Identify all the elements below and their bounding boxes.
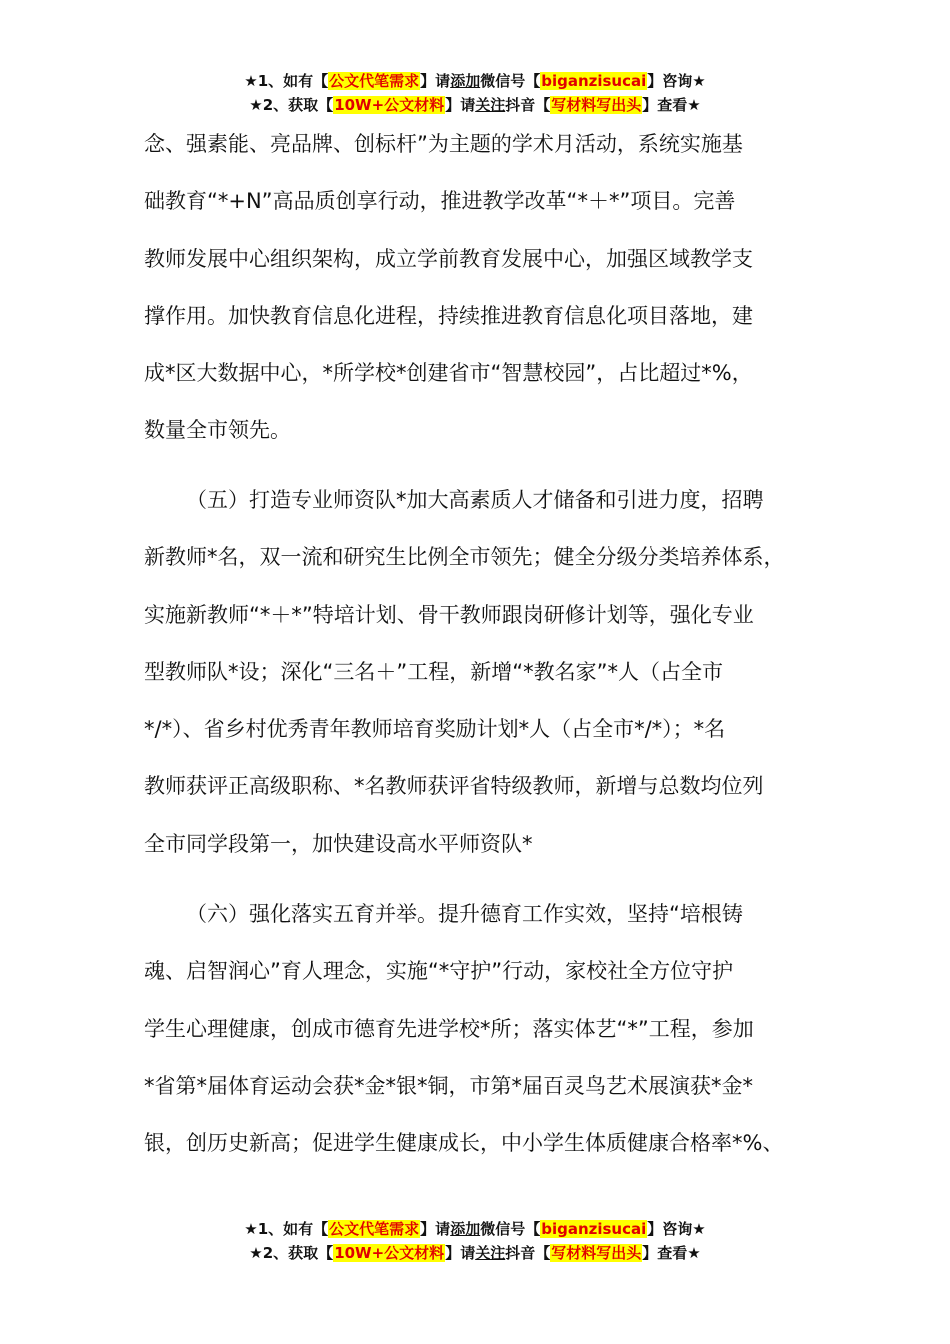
promo-text: 】请 <box>445 1244 476 1262</box>
text-line: 新教师*名，双一流和研究生比例全市领先；健全分级分类培养体系， <box>144 545 785 570</box>
text-line: （五）打造专业师资队*加大高素质人才储备和引进力度，招聘 <box>186 488 764 512</box>
text-line: （六）强化落实五育并举。提升德育工作实效，坚持“培根铸 <box>186 902 743 926</box>
text-line: 银，创历史新高；促进学生健康成长，中小学生体质健康合格率*%、 <box>144 1131 784 1156</box>
highlight-douyin-id: 写材料写出头 <box>551 96 642 114</box>
promo-underlined: 关注 <box>475 96 506 114</box>
promo-text: 】请 <box>420 1220 451 1238</box>
highlight-douyin-id: 写材料写出头 <box>551 1244 642 1262</box>
promo-underlined: 添加 <box>450 72 481 90</box>
promo-text: 】查看★ <box>642 1244 701 1262</box>
promo-text: ★2、获取【 <box>249 96 334 114</box>
text-line: 教师发展中心组织架构，成立学前教育发展中心，加强区域教学支 <box>144 246 753 271</box>
promo-line-2 <box>0 1241 950 1265</box>
promo-text: 抖音【 <box>505 96 551 114</box>
promo-underlined: 关注 <box>475 1244 506 1262</box>
promo-text: 】查看★ <box>642 96 701 114</box>
highlight-service: 公文代笔需求 <box>329 1220 420 1238</box>
text-line: 成*区大数据中心，*所学校*创建省市“智慧校园”，占比超过*%， <box>144 361 753 386</box>
promo-underlined: 添加 <box>450 1220 481 1238</box>
text-line: 魂、启智润心”育人理念，实施“*守护”行动，家校社全方位守护 <box>144 959 734 984</box>
highlight-materials: 10W+公文材料 <box>334 96 445 114</box>
promo-text: 】请 <box>445 96 476 114</box>
promo-text: 微信号【 <box>480 72 541 90</box>
promo-text: 微信号【 <box>480 1220 541 1238</box>
text-line: 教师获评正高级职称、*名教师获评省特级教师，新增与总数均位列 <box>144 774 764 799</box>
promo-text: ★1、如有【 <box>244 1220 329 1238</box>
text-line: 全市同学段第一，加快建设高水平师资队* <box>144 831 533 856</box>
promo-text: ★2、获取【 <box>249 1244 334 1262</box>
paragraph-informatization <box>144 116 814 460</box>
text-line: 撑作用。加快教育信息化进程，持续推进教育信息化项目落地，建 <box>144 303 753 328</box>
text-line: 型教师队*设；深化“三名＋”工程，新增“*教名家”*人（占全市 <box>144 659 724 684</box>
text-line: 数量全市领先。 <box>144 418 291 443</box>
text-line: *省第*届体育运动会获*金*银*铜，市第*届百灵鸟艺术展演获*金* <box>144 1073 753 1098</box>
paragraph-teacher-team <box>144 472 814 873</box>
bottom-promo-banner <box>0 1217 950 1265</box>
promo-line-1 <box>0 69 950 93</box>
top-promo-banner <box>0 69 950 117</box>
promo-line-1 <box>0 1217 950 1241</box>
text-line: 实施新教师“*＋*”特培计划、骨干教师跟岗研修计划等，强化专业 <box>144 602 754 627</box>
highlight-wechat-id: biganzisucai <box>541 1220 647 1238</box>
promo-text: 抖音【 <box>505 1244 551 1262</box>
highlight-service: 公文代笔需求 <box>329 72 420 90</box>
text-line: */*）、省乡村优秀青年教师培育奖励计划*人（占全市*/*）；*名 <box>144 717 726 742</box>
promo-text: 】咨询★ <box>647 72 706 90</box>
promo-line-2 <box>0 93 950 117</box>
promo-text: 】请 <box>420 72 451 90</box>
paragraph-five-education <box>144 886 814 1172</box>
promo-text: ★1、如有【 <box>244 72 329 90</box>
promo-text: 】咨询★ <box>647 1220 706 1238</box>
text-line: 念、强素能、亮品牌、创标杆”为主题的学术月活动，系统实施基 <box>144 132 743 156</box>
highlight-materials: 10W+公文材料 <box>334 1244 445 1262</box>
text-line: 础教育“*+N”高品质创享行动，推进教学改革“*＋*”项目。完善 <box>144 189 736 214</box>
text-line: 学生心理健康，创成市德育先进学校*所；落实体艺“*”工程，参加 <box>144 1016 754 1041</box>
highlight-wechat-id: biganzisucai <box>541 72 647 90</box>
